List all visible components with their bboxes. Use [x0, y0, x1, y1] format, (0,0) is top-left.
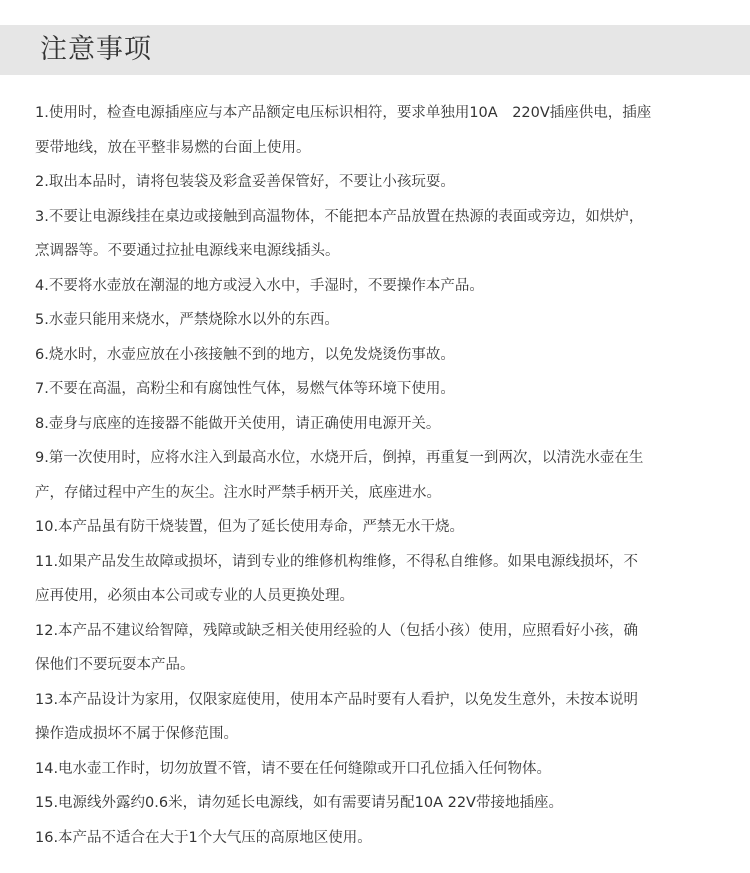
notice-item [35, 407, 725, 442]
notice-item [35, 510, 725, 545]
notice-line: 1.使用时，检查电源插座应与本产品额定电压标识相符，要求单独用10A 220V插座供电，插座 [35, 105, 652, 121]
notice-line: 4.不要将水壶放在潮湿的地方或浸入水中，手湿时，不要操作本产品。 [35, 277, 484, 294]
notice-line: 3.不要让电源线挂在桌边或接触到高温物体，不能把本产品放置在热源的表面或旁边，如烘炉， [35, 208, 644, 225]
notice-item [35, 683, 725, 752]
notice-line: 14.电水壶工作时，切勿放置不管，请不要在任何缝隙或开口孔位插入任何物体。 [35, 760, 552, 777]
notice-line: 15.电源线外露约0.6米，请勿延长电源线，如有需要请另配10A 22V带接地插座。 [35, 795, 563, 811]
notice-line: 5.水壶只能用来烧水，严禁烧除水以外的东西。 [35, 312, 339, 328]
notice-item [35, 165, 725, 200]
notice-item [35, 372, 725, 407]
notice-item [35, 752, 725, 787]
notice-item [35, 303, 725, 338]
notice-line: 6.烧水时，水壶应放在小孩接触不到的地方，以免发烧烫伤事故。 [35, 346, 455, 363]
notice-line: 保他们不要玩耍本产品。 [35, 657, 195, 673]
notice-line: 操作造成损坏不属于保修范围。 [35, 726, 238, 742]
notice-line: 10.本产品虽有防干烧装置，但为了延长使用寿命，严禁无水干烧。 [35, 519, 465, 535]
notice-item [35, 614, 725, 683]
notice-item [35, 545, 725, 614]
page-title: 注意事项 [40, 34, 152, 65]
notice-item [35, 441, 725, 510]
notice-line: 12.本产品不建议给智障，残障或缺乏相关使用经验的人（包括小孩）使用，应照看好小孩，确 [35, 622, 639, 639]
notice-line: 烹调器等。不要通过拉扯电源线来电源线插头。 [35, 243, 340, 259]
notice-line: 16.本产品不适合在大于1个大气压的高原地区使用。 [35, 829, 372, 846]
notice-item [35, 96, 725, 165]
notice-item [35, 269, 725, 304]
title-bar [0, 25, 750, 75]
notice-item [35, 821, 725, 856]
notice-item [35, 786, 725, 821]
notice-item [35, 200, 725, 269]
notice-line: 2.取出本品时，请将包装袋及彩盒妥善保管好，不要让小孩玩耍。 [35, 174, 455, 190]
notice-line: 产，存储过程中产生的灰尘。注水时严禁手柄开关，底座进水。 [35, 484, 441, 501]
notice-line: 9.第一次使用时，应将水注入到最高水位，水烧开后，倒掉，再重复一到两次，以清洗水壶在生 [35, 450, 644, 466]
notice-line: 8.壶身与底座的连接器不能做开关使用，请正确使用电源开关。 [35, 415, 441, 432]
notice-line: 11.如果产品发生故障或损坏，请到专业的维修机构维修，不得私自维修。如果电源线损坏，不 [35, 553, 639, 570]
notice-line: 7.不要在高温，高粉尘和有腐蚀性气体，易燃气体等环境下使用。 [35, 381, 455, 397]
notice-line: 应再使用，必须由本公司或专业的人员更换处理。 [35, 588, 354, 604]
notice-item [35, 338, 725, 373]
notice-line: 13.本产品设计为家用，仅限家庭使用，使用本产品时要有人看护，以免发生意外，未按本说明 [35, 691, 639, 708]
notice-line: 要带地线，放在平整非易燃的台面上使用。 [35, 139, 311, 156]
